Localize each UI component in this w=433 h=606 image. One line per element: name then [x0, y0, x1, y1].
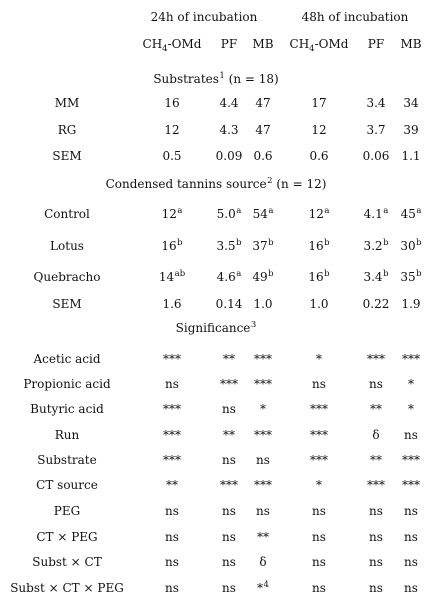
cell-value: *	[260, 402, 266, 416]
cell-value: 16	[308, 270, 324, 284]
table-cell	[217, 270, 242, 284]
table-cell	[403, 96, 418, 110]
section-title-suffix: (n = 12)	[272, 177, 327, 191]
table-cell	[369, 555, 383, 569]
table-cell	[366, 96, 385, 110]
cell-value: **	[370, 453, 382, 467]
section-title-text: Condensed tannins source	[105, 177, 267, 191]
cell-value: ns	[369, 581, 383, 595]
table-cell	[370, 453, 382, 467]
cell-value: **	[223, 352, 235, 366]
table-cell	[257, 530, 269, 544]
cell-value: *	[316, 352, 322, 366]
cell-value: 12	[308, 207, 324, 221]
cell-value: ns	[404, 530, 418, 544]
cell-value: **	[257, 530, 269, 544]
cell-value: ns	[404, 504, 418, 518]
cell-superscript: b	[177, 238, 183, 248]
cell-value: 16	[161, 239, 177, 253]
section-title	[153, 72, 278, 86]
table-cell	[222, 402, 236, 416]
cell-value: 0.06	[362, 149, 390, 163]
table-cell	[401, 297, 420, 311]
cell-value: **	[370, 402, 382, 416]
table-cell	[255, 123, 270, 137]
cell-value: 4.1	[363, 207, 383, 221]
cell-superscript: b	[383, 269, 389, 279]
table-cell	[223, 352, 235, 366]
cell-value: 45	[400, 207, 416, 221]
cell-superscript: a	[416, 206, 422, 216]
table-cell	[163, 428, 181, 442]
table-cell	[308, 270, 329, 284]
cell-value: δ	[372, 428, 380, 442]
cell-value: 14	[158, 270, 175, 284]
column-header-subscript: 4	[162, 44, 168, 54]
table-cell	[164, 96, 179, 110]
cell-value: 1.6	[162, 297, 182, 311]
table-cell	[162, 297, 181, 311]
table-cell	[311, 123, 326, 137]
cell-value: 49	[252, 270, 268, 284]
column-header-main: MB	[252, 37, 274, 51]
table-cell	[216, 297, 243, 311]
table-cell	[165, 377, 179, 391]
table-cell	[165, 581, 179, 595]
table-cell	[252, 270, 273, 284]
cell-value: 47	[255, 123, 271, 137]
section-title	[176, 321, 257, 335]
table-cell	[164, 123, 179, 137]
cell-superscript: a	[236, 206, 242, 216]
table-cell	[408, 402, 414, 416]
row-label: SEM	[52, 297, 82, 311]
row-label: MM	[54, 96, 80, 110]
table-cell	[404, 530, 418, 544]
table-cell	[309, 149, 328, 163]
table-cell	[367, 478, 385, 492]
cell-superscript: 4	[263, 580, 269, 590]
table-cell	[310, 402, 328, 416]
cell-value: ns	[312, 377, 326, 391]
table-cell	[165, 555, 179, 569]
table-cell	[165, 530, 179, 544]
cell-value: ns	[222, 453, 236, 467]
cell-value: 1.0	[309, 297, 329, 311]
cell-value: ***	[254, 428, 272, 442]
row-label: Acetic acid	[33, 352, 101, 366]
table-cell	[162, 207, 183, 221]
table-cell	[165, 504, 179, 518]
table-cell	[253, 149, 272, 163]
table-cell	[312, 377, 326, 391]
table-cell	[159, 270, 185, 284]
cell-value: 1.1	[401, 149, 421, 163]
row-label: CT source	[36, 478, 98, 492]
row-label: Propionic acid	[23, 377, 111, 391]
cell-superscript: a	[324, 206, 330, 216]
table-cell	[308, 239, 329, 253]
group-header-24h: 24h of incubation	[150, 10, 258, 24]
table-cell	[363, 297, 390, 311]
cell-value: ns	[369, 377, 383, 391]
cell-value: 4.4	[219, 96, 239, 110]
table-cell	[222, 530, 236, 544]
table-cell	[310, 453, 328, 467]
cell-value: δ	[259, 555, 267, 569]
footnote-marker: 2	[267, 176, 273, 186]
cell-superscript: a	[383, 206, 389, 216]
section-title-text: Significance	[175, 321, 251, 335]
table-cell	[309, 207, 330, 221]
table-cell	[219, 96, 238, 110]
row-label: PEG	[53, 504, 81, 518]
table-cell	[309, 297, 328, 311]
column-header-main: PF	[220, 37, 238, 51]
cell-value: 16	[164, 96, 180, 110]
table-cell	[366, 123, 385, 137]
table-cell	[404, 581, 418, 595]
cell-value: 3.4	[363, 270, 383, 284]
cell-value: ns	[165, 555, 179, 569]
table-cell	[363, 270, 388, 284]
column-header	[252, 37, 273, 51]
cell-value: 0.14	[215, 297, 243, 311]
section-title-text: Substrates	[153, 72, 219, 86]
table-cell	[402, 478, 420, 492]
cell-value: ***	[163, 428, 181, 442]
cell-value: 37	[252, 239, 268, 253]
cell-value: ***	[163, 453, 181, 467]
table-cell	[161, 239, 182, 253]
table-cell	[222, 453, 236, 467]
cell-value: ns	[404, 428, 418, 442]
cell-value: ns	[256, 504, 270, 518]
column-header-main: MB	[400, 37, 422, 51]
table-cell	[370, 402, 382, 416]
cell-value: 0.09	[215, 149, 243, 163]
cell-superscript: b	[324, 269, 330, 279]
table-cell	[163, 402, 181, 416]
cell-value: 35	[400, 270, 416, 284]
cell-value: ***	[402, 352, 420, 366]
cell-value: ns	[312, 504, 326, 518]
table-cell	[401, 207, 422, 221]
table-cell	[222, 581, 236, 595]
table-cell	[404, 428, 418, 442]
cell-value: ns	[312, 581, 326, 595]
row-label: RG	[57, 123, 77, 137]
cell-value: 17	[311, 96, 327, 110]
cell-value: ***	[254, 478, 272, 492]
table-cell	[363, 149, 390, 163]
cell-value: ***	[310, 453, 328, 467]
cell-value: ns	[222, 555, 236, 569]
cell-value: *	[408, 402, 414, 416]
table-cell	[166, 478, 178, 492]
cell-superscript: b	[416, 269, 422, 279]
table-cell	[217, 207, 242, 221]
cell-value: 54	[252, 207, 268, 221]
table-cell	[363, 239, 388, 253]
cell-value: 1.9	[401, 297, 421, 311]
table-cell	[220, 377, 238, 391]
column-header	[400, 37, 421, 51]
cell-value: 34	[403, 96, 419, 110]
table-cell	[255, 96, 270, 110]
table-cell	[312, 530, 326, 544]
cell-value: ***	[367, 352, 385, 366]
table-cell	[312, 555, 326, 569]
cell-value: 39	[403, 123, 419, 137]
cell-superscript: b	[268, 238, 274, 248]
footnote-marker: 3	[250, 320, 257, 330]
table-cell	[253, 207, 274, 221]
cell-superscript: b	[416, 238, 422, 248]
table-cell	[256, 504, 270, 518]
cell-value: ***	[402, 453, 420, 467]
cell-value: *	[257, 581, 264, 595]
table-cell	[222, 555, 236, 569]
cell-value: 3.7	[366, 123, 386, 137]
table-cell	[369, 530, 383, 544]
cell-value: 3.2	[363, 239, 383, 253]
cell-value: ns	[404, 581, 418, 595]
cell-value: 16	[308, 239, 324, 253]
column-header-rest: -OMd	[167, 37, 202, 51]
table-cell	[259, 555, 266, 569]
table-cell	[219, 123, 238, 137]
table-cell	[254, 377, 272, 391]
table-cell	[223, 428, 235, 442]
cell-value: 12	[311, 123, 327, 137]
cell-value: ns	[222, 530, 236, 544]
cell-superscript: ab	[174, 269, 186, 279]
cell-value: ns	[312, 555, 326, 569]
row-label: CT × PEG	[36, 530, 98, 544]
table-cell	[254, 478, 272, 492]
cell-value: ***	[163, 402, 181, 416]
cell-value: ***	[163, 352, 181, 366]
row-label: Quebracho	[33, 270, 101, 284]
table-cell	[369, 377, 383, 391]
row-label: Lotus	[50, 239, 84, 253]
table-cell	[369, 581, 383, 595]
cell-value: ***	[220, 377, 238, 391]
cell-value: 4.6	[216, 270, 236, 284]
cell-value: ***	[310, 428, 328, 442]
table-cell	[316, 478, 322, 492]
cell-value: 0.6	[253, 149, 273, 163]
table-cell	[253, 297, 272, 311]
table-cell	[256, 453, 270, 467]
table-cell	[222, 504, 236, 518]
table-cell	[260, 402, 266, 416]
row-label: Substrate	[37, 453, 97, 467]
column-header	[368, 37, 384, 51]
cell-value: 1.0	[253, 297, 273, 311]
column-header-main: PF	[367, 37, 385, 51]
column-header-main: CH	[289, 37, 310, 51]
section-title	[106, 177, 327, 191]
table-cell	[257, 581, 269, 595]
table-cell	[220, 478, 238, 492]
cell-value: ns	[165, 581, 179, 595]
table-cell	[408, 377, 414, 391]
table-cell	[216, 149, 243, 163]
cell-value: **	[166, 478, 178, 492]
cell-value: 12	[164, 123, 180, 137]
cell-value: ***	[367, 478, 385, 492]
cell-value: ***	[254, 377, 272, 391]
table-cell	[252, 239, 273, 253]
table-cell	[312, 504, 326, 518]
group-header-48h: 48h of incubation	[301, 10, 409, 24]
table-cell	[372, 428, 379, 442]
cell-value: *	[316, 478, 322, 492]
table-cell	[312, 581, 326, 595]
table-cell	[367, 352, 385, 366]
cell-superscript: a	[268, 206, 274, 216]
column-header-rest: -OMd	[314, 37, 349, 51]
cell-value: 3.5	[216, 239, 236, 253]
table-cell	[254, 352, 272, 366]
column-header-main: CH	[142, 37, 163, 51]
cell-value: ns	[165, 377, 179, 391]
cell-value: ns	[222, 402, 236, 416]
cell-value: ns	[369, 555, 383, 569]
cell-superscript: b	[383, 238, 389, 248]
table-cell	[162, 149, 181, 163]
cell-value: 4.3	[219, 123, 239, 137]
cell-value: 5.0	[216, 207, 236, 221]
cell-value: *	[408, 377, 414, 391]
table-cell	[364, 207, 389, 221]
cell-value: ns	[256, 453, 270, 467]
table-cell	[310, 428, 328, 442]
table-cell	[316, 352, 322, 366]
row-label: Subst × CT	[32, 555, 102, 569]
cell-value: ***	[402, 478, 420, 492]
column-header	[221, 37, 237, 51]
footnote-marker: 1	[219, 71, 225, 81]
table-cell	[311, 96, 326, 110]
cell-value: ns	[369, 530, 383, 544]
cell-value: ns	[222, 504, 236, 518]
table-cell	[369, 504, 383, 518]
row-label: Subst × CT × PEG	[10, 581, 124, 595]
cell-value: ns	[222, 581, 236, 595]
cell-value: ***	[220, 478, 238, 492]
cell-value: ***	[254, 352, 272, 366]
cell-value: 0.22	[362, 297, 390, 311]
table-cell	[400, 270, 421, 284]
table-cell	[404, 504, 418, 518]
table-cell	[402, 453, 420, 467]
table-cell	[216, 239, 241, 253]
cell-superscript: b	[268, 269, 274, 279]
cell-value: 12	[161, 207, 177, 221]
cell-value: 3.4	[366, 96, 386, 110]
cell-value: ns	[165, 504, 179, 518]
cell-superscript: a	[177, 206, 183, 216]
cell-value: 0.5	[162, 149, 182, 163]
cell-value: 47	[255, 96, 271, 110]
table-cell	[403, 123, 418, 137]
column-header-subscript: 4	[309, 44, 315, 54]
table-cell	[254, 428, 272, 442]
row-label: SEM	[52, 149, 82, 163]
cell-value: ns	[165, 530, 179, 544]
cell-superscript: a	[236, 269, 242, 279]
column-header	[289, 37, 349, 54]
cell-value: ns	[404, 555, 418, 569]
cell-superscript: b	[324, 238, 330, 248]
table-cell	[401, 149, 420, 163]
table-cell	[404, 555, 418, 569]
cell-value: ns	[312, 530, 326, 544]
cell-value: ***	[310, 402, 328, 416]
row-label: Control	[44, 207, 90, 221]
column-header	[142, 37, 202, 54]
table-cell	[163, 352, 181, 366]
cell-value: **	[223, 428, 235, 442]
cell-superscript: b	[236, 238, 242, 248]
cell-value: 0.6	[309, 149, 329, 163]
cell-value: ns	[369, 504, 383, 518]
table-cell	[163, 453, 181, 467]
table-cell	[400, 239, 421, 253]
cell-value: 30	[400, 239, 416, 253]
row-label: Butyric acid	[30, 402, 104, 416]
row-label: Run	[54, 428, 80, 442]
section-title-suffix: (n = 18)	[224, 72, 279, 86]
table-cell	[402, 352, 420, 366]
